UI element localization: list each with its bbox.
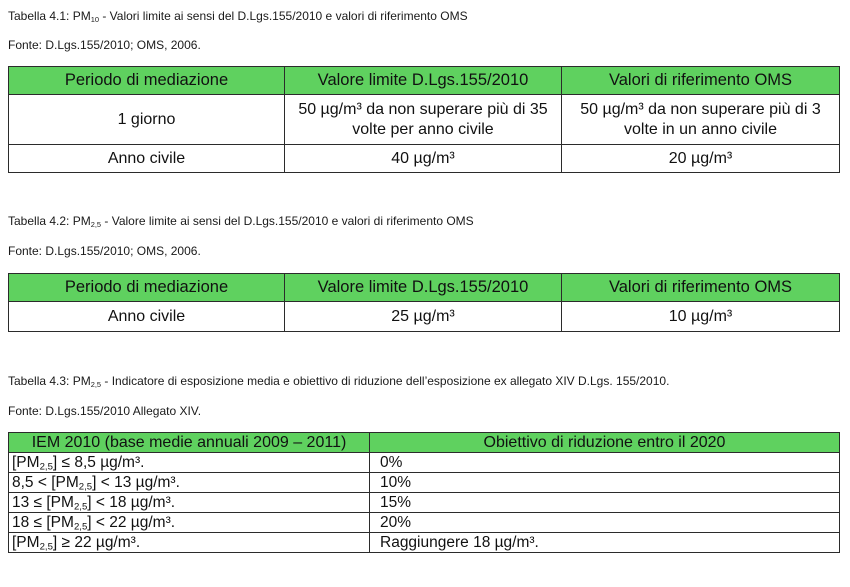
table2 bbox=[8, 273, 840, 332]
table2-caption bbox=[8, 214, 474, 228]
table-row bbox=[9, 95, 840, 145]
table1-header-limit: Valore limite D.Lgs.155/2010 bbox=[285, 67, 562, 95]
table3-header-iem: IEM 2010 (base medie annuali 2009 – 2011) bbox=[9, 433, 370, 453]
table3-cell-target: 15% bbox=[370, 493, 840, 513]
table1-caption-prefix: Tabella 4.1: PM bbox=[8, 9, 91, 23]
table1-cell-period: 1 giorno bbox=[9, 95, 285, 145]
table-row bbox=[9, 513, 840, 533]
table2-header-period: Periodo di mediazione bbox=[9, 274, 285, 302]
table2-cell-limit: 25 µg/m³ bbox=[285, 302, 562, 332]
table3-caption-subscript: 2,5 bbox=[90, 379, 102, 389]
table1-cell-oms-line2: volte in un anno civile bbox=[624, 120, 777, 138]
table2-caption-suffix: - Valore limite ai sensi del D.Lgs.155/2010 e valori di riferimento OMS bbox=[101, 214, 474, 228]
table1-cell-oms-line1: 50 µg/m³ da non superare più di 3 bbox=[580, 100, 821, 118]
table-row bbox=[9, 453, 840, 473]
table1-caption bbox=[8, 9, 468, 23]
table3-cell-iem: $13 \le [PM_{2,5}] < 18$ µg/m³. bbox=[9, 493, 370, 513]
table1-cell-limit-line2: volte per anno civile bbox=[352, 120, 494, 138]
table3-caption bbox=[8, 374, 669, 388]
table-row bbox=[9, 533, 840, 553]
table-row bbox=[9, 145, 840, 173]
table1-caption-subscript: 10 bbox=[90, 14, 99, 24]
table1-source: Fonte: D.Lgs.155/2010; OMS, 2006. bbox=[8, 38, 201, 52]
table3-cell-iem: $8,5 < [PM_{2,5}] < 13$ µg/m³. bbox=[9, 473, 370, 493]
table-row bbox=[9, 473, 840, 493]
table3-cell-target: 0% bbox=[370, 453, 840, 473]
table3-caption-prefix: Tabella 4.3: PM bbox=[8, 374, 91, 388]
table3-cell-target: 10% bbox=[370, 473, 840, 493]
table1-cell-oms bbox=[562, 95, 840, 145]
table1-caption-suffix: - Valori limite ai sensi del D.Lgs.155/2010 e valori di riferimento OMS bbox=[99, 9, 468, 23]
table1-cell-limit: 40 µg/m³ bbox=[285, 145, 562, 173]
table3 bbox=[8, 432, 840, 553]
table1-cell-limit-line1: 50 µg/m³ da non superare più di 35 bbox=[298, 100, 548, 118]
table3-caption-suffix: - Indicatore di esposizione media e obiettivo di riduzione dell’esposizione ex allegato XIV D.Lgs. 155/2010. bbox=[101, 374, 670, 388]
table2-cell-oms: 10 µg/m³ bbox=[562, 302, 840, 332]
table1-cell-limit bbox=[285, 95, 562, 145]
table2-header-row bbox=[9, 274, 840, 302]
table2-header-oms: Valori di riferimento OMS bbox=[562, 274, 840, 302]
table3-cell-target: 20% bbox=[370, 513, 840, 533]
table2-header-limit: Valore limite D.Lgs.155/2010 bbox=[285, 274, 562, 302]
table3-cell-target: Raggiungere 18 µg/m³. bbox=[370, 533, 840, 553]
table3-header-row bbox=[9, 433, 840, 453]
table-row bbox=[9, 493, 840, 513]
table3-cell-iem: $[PM_{2,5}] \le 8,5$ µg/m³. bbox=[9, 453, 370, 473]
table2-caption-prefix: Tabella 4.2: PM bbox=[8, 214, 91, 228]
table1-header-row bbox=[9, 67, 840, 95]
table3-header-target: Obiettivo di riduzione entro il 2020 bbox=[370, 433, 840, 453]
table1-header-period: Periodo di mediazione bbox=[9, 67, 285, 95]
table2-caption-subscript: 2,5 bbox=[90, 219, 102, 229]
table1-header-oms: Valori di riferimento OMS bbox=[562, 67, 840, 95]
table1-cell-oms: 20 µg/m³ bbox=[562, 145, 840, 173]
table3-cell-iem: $18 \le [PM_{2,5}] < 22$ µg/m³. bbox=[9, 513, 370, 533]
table3-source: Fonte: D.Lgs.155/2010 Allegato XIV. bbox=[8, 404, 202, 418]
table2-source: Fonte: D.Lgs.155/2010; OMS, 2006. bbox=[8, 244, 201, 258]
table-row bbox=[9, 302, 840, 332]
table3-cell-iem: $[PM_{2,5}] \ge 22$ µg/m³. bbox=[9, 533, 370, 553]
table1-cell-period: Anno civile bbox=[9, 145, 285, 173]
table2-cell-period: Anno civile bbox=[9, 302, 285, 332]
table1 bbox=[8, 66, 840, 173]
